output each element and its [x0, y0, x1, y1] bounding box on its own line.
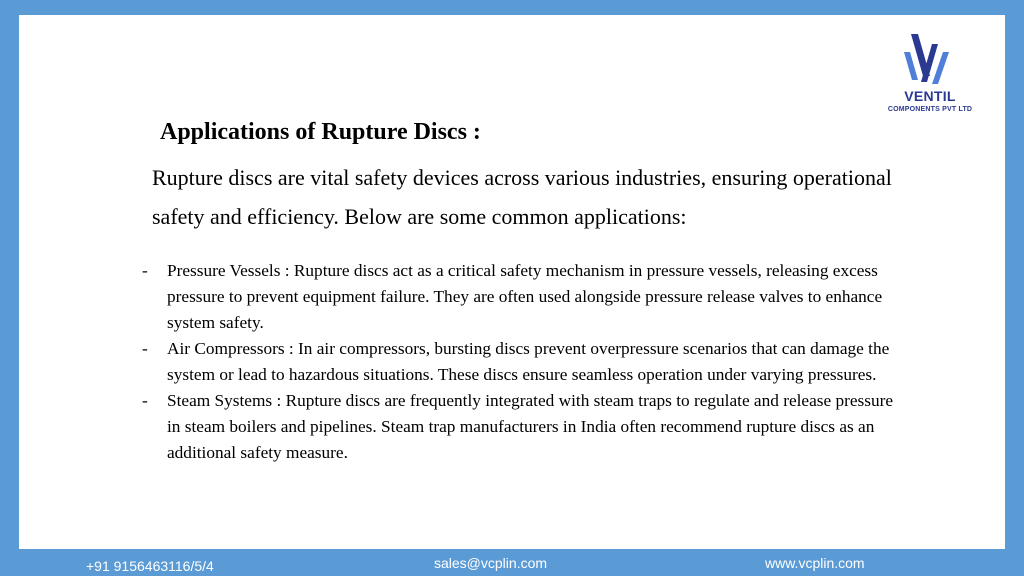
- list-item-text: Pressure Vessels : Rupture discs act as a critical safety mechanism in pressure vessels, releasing excess pressure to prevent equipment failure. They are often used alongside pressure release valves to enhance system safety.: [167, 261, 883, 332]
- list-item-text: Air Compressors : In air compressors, bursting discs prevent overpressure scenarios that can damage the system or lead to hazardous situations. These discs ensure seamless operation under varying pressures.: [167, 339, 890, 384]
- logo-subtitle: COMPONENTS PVT LTD: [887, 106, 973, 113]
- bullet-dash: -: [142, 261, 148, 280]
- list-item-air-compressors: [142, 336, 902, 388]
- footer-phone: +91 9156463116/5/4: [86, 558, 214, 574]
- bullet-dash: -: [142, 391, 148, 410]
- bullet-dash: -: [142, 339, 148, 358]
- applications-list: [142, 258, 902, 466]
- list-item-steam-systems: [142, 388, 902, 466]
- list-item-pressure-vessels: [142, 258, 902, 336]
- footer-website[interactable]: www.vcplin.com: [765, 555, 865, 571]
- intro-paragraph: Rupture discs are vital safety devices across various industries, ensuring operational safety and efficiency. Below are some common applications:: [152, 165, 892, 229]
- company-logo: [855, 18, 1005, 118]
- page-title: Applications of Rupture Discs :: [160, 119, 481, 145]
- ventil-v-logo-icon: [901, 30, 959, 88]
- logo-name: VENTIL: [904, 88, 956, 104]
- list-item-text: Steam Systems : Rupture discs are frequently integrated with steam traps to regulate and release pressure in steam boilers and pipelines. Steam trap manufacturers in India often recommend rupture discs as an additional safety measure.: [167, 391, 894, 462]
- footer-email[interactable]: sales@vcplin.com: [434, 555, 548, 571]
